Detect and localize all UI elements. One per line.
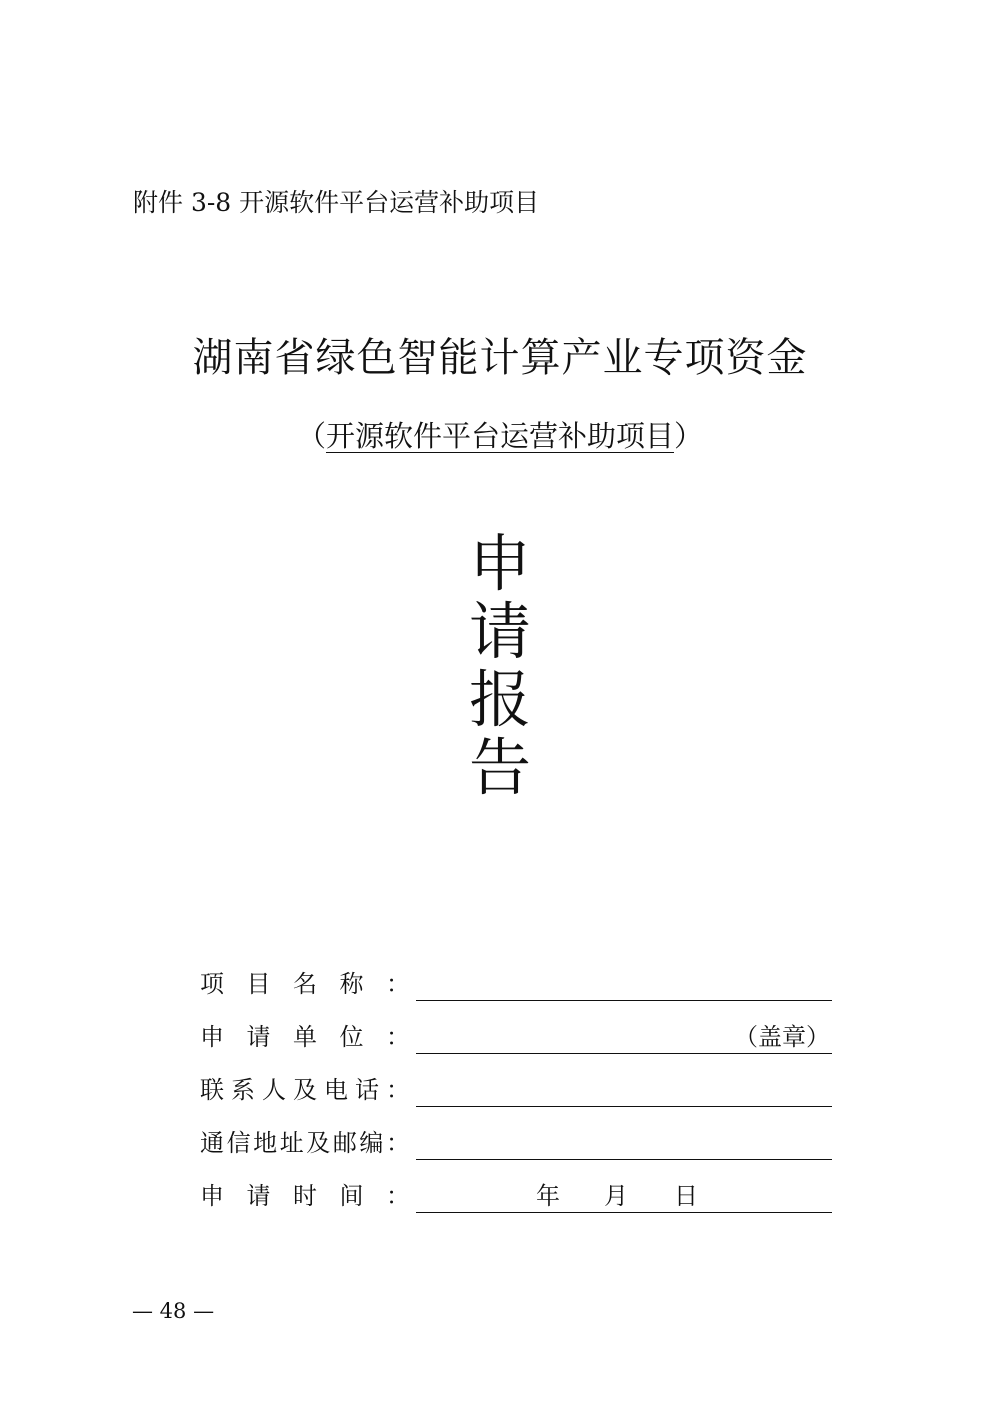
application-date-label: 申 请 时 间 ： — [200, 1182, 410, 1210]
date-day-label: 日 — [674, 1182, 698, 1210]
address-row — [200, 1109, 832, 1162]
report-title-char: 报 — [468, 663, 531, 736]
address-field[interactable] — [416, 1137, 832, 1160]
report-title-char: 申 — [468, 527, 531, 600]
date-month-label: 月 — [604, 1182, 628, 1210]
subtitle — [0, 414, 1000, 458]
contact-row — [200, 1056, 832, 1109]
subtitle-close-paren: ） — [674, 419, 704, 453]
attachment-heading: 附件 3-8 开源软件平台运营补助项目 — [133, 188, 540, 217]
date-year-label: 年 — [536, 1182, 560, 1210]
report-title-char: 请 — [468, 595, 531, 668]
applicant-unit-label: 申 请 单 位 ： — [200, 1023, 410, 1051]
seal-note: （盖章） — [734, 1023, 830, 1051]
subtitle-text: 开源软件平台运营补助项目 — [325, 419, 674, 453]
contact-label: 联 系 人 及 电 话 ： — [200, 1076, 410, 1104]
contact-field[interactable] — [416, 1084, 832, 1107]
subtitle-open-paren: （ — [296, 419, 326, 453]
application-date-row — [200, 1162, 832, 1215]
main-title: 湖南省绿色智能计算产业专项资金 — [192, 335, 808, 381]
page-number: — 48 — — [132, 1299, 215, 1323]
application-form — [200, 950, 832, 1215]
address-label: 通 信 地 址 及 邮 编 ： — [200, 1129, 410, 1157]
project-name-label: 项 目 名 称 ： — [200, 970, 410, 998]
report-title-char: 告 — [468, 731, 531, 804]
report-title — [0, 527, 1000, 804]
project-name-field[interactable] — [416, 978, 832, 1001]
project-name-row — [200, 950, 832, 1003]
applicant-unit-row — [200, 1003, 832, 1056]
